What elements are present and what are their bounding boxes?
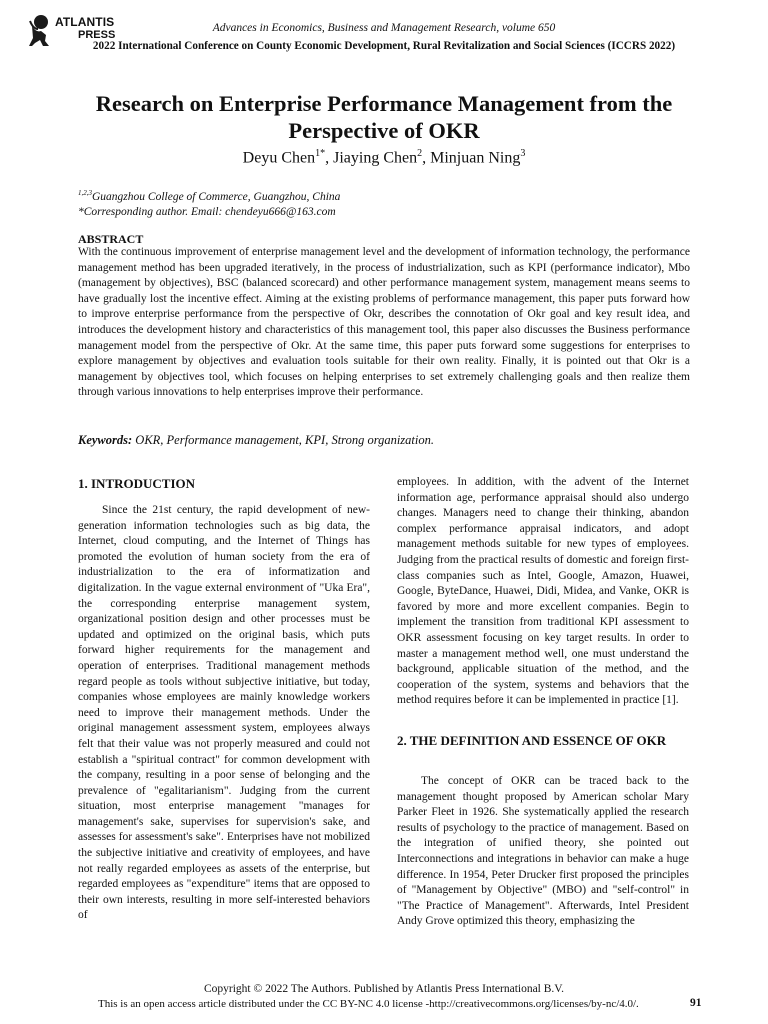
license-notice: This is an open access article distributed under the CC BY-NC 4.0 license -http://creativecommons.org/licenses/by-nc/4.0/.	[98, 998, 639, 1010]
affiliation-mark: 1,2,3	[78, 189, 92, 197]
keywords	[78, 433, 434, 448]
author-name: Minjuan Ning	[430, 149, 521, 167]
author-name: Deyu Chen	[242, 149, 316, 167]
abstract-heading: ABSTRACT	[78, 232, 144, 246]
affiliation: Guangzhou College of Commerce, Guangzhou, China	[92, 190, 341, 203]
section-heading-definition: 2. THE DEFINITION AND ESSENCE OF OKR	[397, 733, 667, 748]
copyright-notice: Copyright © 2022 The Authors. Published by Atlantis Press International B.V.	[203, 983, 564, 995]
author-mark: 3	[520, 148, 526, 159]
introduction-paragraph: Since the 21st century, the rapid development of new-generation information technologies such as big data, the Internet, cloud computing, and the Internet of Things has promoted the evolution of human society from the era of industrialization to the era of informatization and digitalization. In the vague external environment of "Uka Era", the corresponding enterprise management system, organizational position design and other processes must be updated and optimized on the original basis, which puts forward higher requirements for the management and operation of enterprises. Traditional management methods regard people as tools without subjective initiative, but today, companies whose employees are mainly knowledge workers need to improve their management methods. Under the original management assessment system, employees always felt that their value was not properly measured and could not establish a "spiritual contract" for common development with the company, resulting in a poor sense of belonging and the prevalence of "egalitarianism". Judging from the current situation, most enterprise management "manages for management's sake, supervises for supervision's sake, and assesses for assessment's sake". Enterprises have not mobilized the subjective initiative and creativity of employees, and have not really regarded employees as assets of the enterprise, but regarded employees as "expenditure" items that are opposed to their own interests, resulting in more self-interested behaviors of	[78, 504, 370, 922]
paper-title: Research on Enterprise Performance Management from the Perspective of OKR	[95, 91, 673, 143]
journal-name: Advances in Economics, Business and Management Research, volume 650	[212, 22, 556, 34]
keywords-text: OKR, Performance management, KPI, Strong organization.	[135, 433, 434, 447]
corresponding-author: *Corresponding author. Email: chendeyu666@163.com	[78, 205, 336, 218]
author-separator: ,	[325, 149, 334, 167]
author-list	[0, 148, 768, 167]
author-name: Jiaying Chen	[333, 149, 418, 167]
conference-name: 2022 International Conference on County Economic Development, Rural Revitalization and Social Sciences (ICCRS 2022)	[92, 40, 676, 52]
author-separator: ,	[422, 149, 431, 167]
definition-paragraph: The concept of OKR can be traced back to the management thought proposed by American scholar Mary Parker Fleet in 1926. She systematically applied the research results of psychology to the practice of management. Based on the integration of unified theory, she pointed out Interconnections and integrations in behavior can make a huge difference. In 1954, Peter Drucker first proposed the principles of "Management by Objective" (MBO) and "self-control" in "The Practice of Management". Afterwards, Intel President Andy Grove optimized this theory, emphasizing the	[397, 775, 689, 928]
logo-text-press: PRESS	[78, 29, 116, 41]
logo-text-atlantis: ATLANTIS	[55, 15, 115, 29]
abstract-text: With the continuous improvement of enterprise management level and the development of information technology, the performance management method has been upgraded iteratively, in the process of industrialization, such as KPI (performance indicator), Mbo (management by objectives), BSC (balanced scorecard) and other performance management system, management means seems to have gradually lost the incentive effect. Aiming at the existing problems of performance management, this paper puts forward how to improve enterprise performance from the perspective of Okr, describes the connotation of Okr goal and key result idea, and introduces the development history and characteristics of this management tool, this paper also discusses the Business performance management model from the perspective of Okr. At the same time, this paper puts forward some suggestions for enterprises to explore management by objectives and evaluation tools suitable for their own reality. Finally, it is pointed out that Okr is a management by objectives tool, which focuses on helping enterprises to set extremely challenging goals and then realize them through various innovations to help enterprises improve their performance.	[78, 246, 690, 399]
author-mark: 2	[417, 148, 423, 159]
section-heading-introduction: 1. INTRODUCTION	[78, 476, 196, 491]
page-number: 91	[690, 997, 702, 1009]
keywords-label: Keywords:	[78, 433, 133, 447]
affiliation-block	[78, 186, 340, 220]
introduction-paragraph-continued: employees. In addition, with the advent of the Internet information age, performance appraisal should also undergo changes. Managers need to change their thinking, abandon complex performance appraisal indicators, and adopt management methods suitable for new types of employees. Judging from the practical results of domestic and foreign first-class companies such as Intel, Google, Amazon, Huawei, Google, ByteDance, Huawei, Didi, Midea, and Vanke, OKR is favored by more and more excellent companies. Begin to implement the transition from traditional KPI assessment to OKR assessment focusing on key target results. In order to master a management method well, one must understand the background, applicable situation of the method, and the cooperation of the system, systems and behaviors that the method requires before it can be implemented in practice [1].	[397, 476, 689, 707]
author-mark: 1*	[315, 148, 326, 159]
